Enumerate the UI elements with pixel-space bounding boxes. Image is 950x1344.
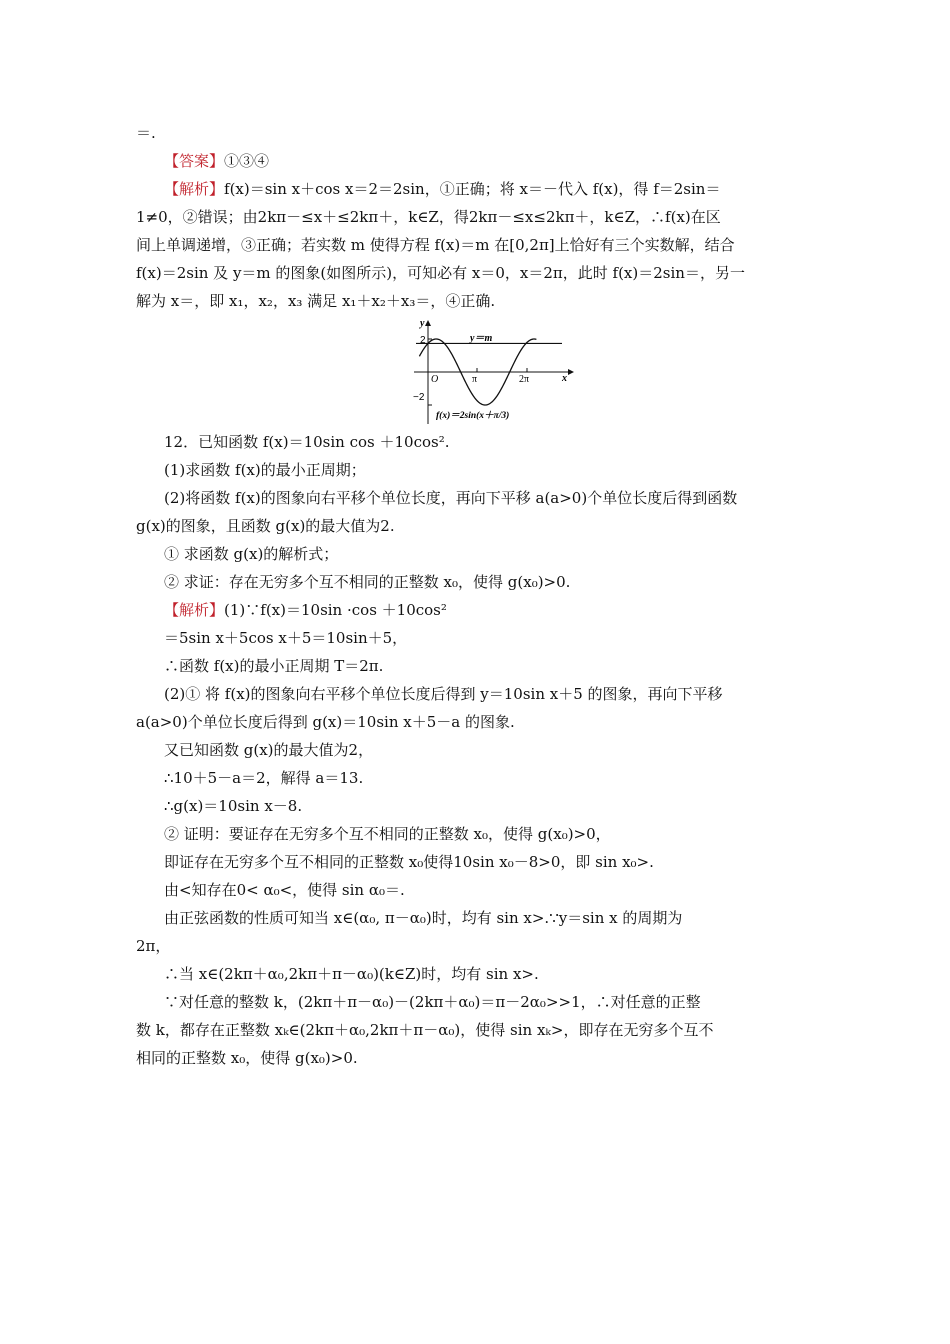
analysis-tag: 【解析】	[164, 180, 225, 198]
text-line: ＝5sin x＋5cos x＋5＝10sin＋5，	[164, 629, 408, 647]
text-line: 数 k，都存在正整数 xₖ∈(2kπ＋α₀,2kπ＋π－α₀)，使得 sin xₖ>，即存在无穷多个互不	[136, 1021, 714, 1039]
answer-tag: 【答案】	[164, 152, 225, 170]
line-m-label: y＝m	[470, 333, 493, 344]
sine-graph-figure	[408, 316, 578, 428]
curve-formula-label: f(x)＝2sin(x＋π/3)	[436, 411, 510, 421]
tick-neg2-label: −2	[413, 392, 425, 403]
answer-line	[164, 151, 816, 171]
text-line: 1≠0，②错误；由2kπ－≤x＋≤2kπ＋，k∈Z，得2kπ－≤x≤2kπ＋，k∈Z，∴f(x)在区	[136, 208, 721, 226]
tick-2pi-label: 2π	[519, 374, 530, 385]
y-axis-arrow	[425, 320, 431, 326]
analysis-line	[164, 179, 816, 199]
text-line: 由正弦函数的性质可知当 x∈(α₀, π－α₀)时，均有 sin x>.∵y＝sin x 的周期为	[164, 909, 683, 927]
answer-text: ①③④	[224, 152, 270, 170]
question-part: (1)求函数 f(x)的最小正周期；	[164, 461, 366, 479]
text-line: 即证存在无穷多个互不相同的正整数 x₀使得10sin x₀－8>0，即 sin x₀>.	[164, 853, 654, 871]
text-line: (2)① 将 f(x)的图象向右平移个单位长度后得到 y＝10sin x＋5 的图象，再向下平移	[164, 685, 723, 703]
text-line: 相同的正整数 x₀，使得 g(x₀)>0.	[136, 1049, 358, 1067]
text-line: ∴10＋5－a＝2，解得 a＝13.	[164, 769, 364, 787]
question-title: 12．已知函数 f(x)＝10sin cos ＋10cos².	[164, 433, 450, 451]
question-part: (2)将函数 f(x)的图象向右平移个单位长度，再向下平移 a(a>0)个单位长度后得到函数	[164, 489, 738, 507]
text-line: g(x)的图象，且函数 g(x)的最大值为2.	[136, 517, 395, 535]
text-line: ∴函数 f(x)的最小正周期 T＝2π.	[164, 657, 384, 675]
analysis-text: f(x)＝sin x＋cos x＝2＝2sin，①正确；将 x＝－代入 f(x)，得 f＝2sin＝	[224, 180, 721, 198]
tick-pi-label: π	[472, 374, 478, 385]
question-part: ① 求函数 g(x)的解析式；	[164, 545, 339, 563]
text-line: ② 证明：要证存在无穷多个互不相同的正整数 x₀，使得 g(x₀)>0，	[164, 825, 611, 843]
text-line: 2π，	[136, 937, 171, 955]
question-part: ② 求证：存在无穷多个互不相同的正整数 x₀，使得 g(x₀)>0.	[164, 573, 571, 591]
origin-label: O	[431, 374, 439, 385]
analysis-text: (1)∵f(x)＝10sin ·cos ＋10cos²	[224, 601, 447, 619]
text-line: 间上单调递增，③正确；若实数 m 使得方程 f(x)＝m 在[0,2π]上恰好有三个实数解，结合	[136, 236, 735, 254]
text-line: 又已知函数 g(x)的最大值为2，	[164, 741, 374, 759]
text-line: f(x)＝2sin 及 y＝m 的图象(如图所示)，可知必有 x＝0，x＝2π，此时 f(x)＝2sin＝，另一	[136, 264, 745, 282]
text-line: 解为 x＝，即 x₁，x₂，x₃ 满足 x₁＋x₂＋x₃＝，④正确.	[136, 292, 496, 310]
text-line: ∴g(x)＝10sin x－8.	[164, 797, 303, 815]
text-line: ＝.	[136, 124, 156, 142]
x-axis-label: x	[562, 373, 567, 384]
analysis-tag: 【解析】	[164, 601, 225, 619]
text-line: ∴当 x∈(2kπ＋α₀,2kπ＋π－α₀)(k∈Z)时，均有 sin x>.	[164, 965, 539, 983]
text-line: a(a>0)个单位长度后得到 g(x)＝10sin x＋5－a 的图象.	[136, 713, 515, 731]
y-axis-label: y	[420, 318, 425, 329]
sine-graph	[408, 316, 578, 428]
tick-2-label: 2	[420, 335, 426, 346]
text-line: 由<知存在0< α₀<，使得 sin α₀＝.	[164, 881, 405, 899]
x-axis-arrow	[568, 369, 574, 375]
analysis-line	[164, 600, 816, 620]
text-line: ∵对任意的整数 k，(2kπ＋π－α₀)－(2kπ＋α₀)＝π－2α₀>>1，∴对任意的正整	[164, 993, 701, 1011]
